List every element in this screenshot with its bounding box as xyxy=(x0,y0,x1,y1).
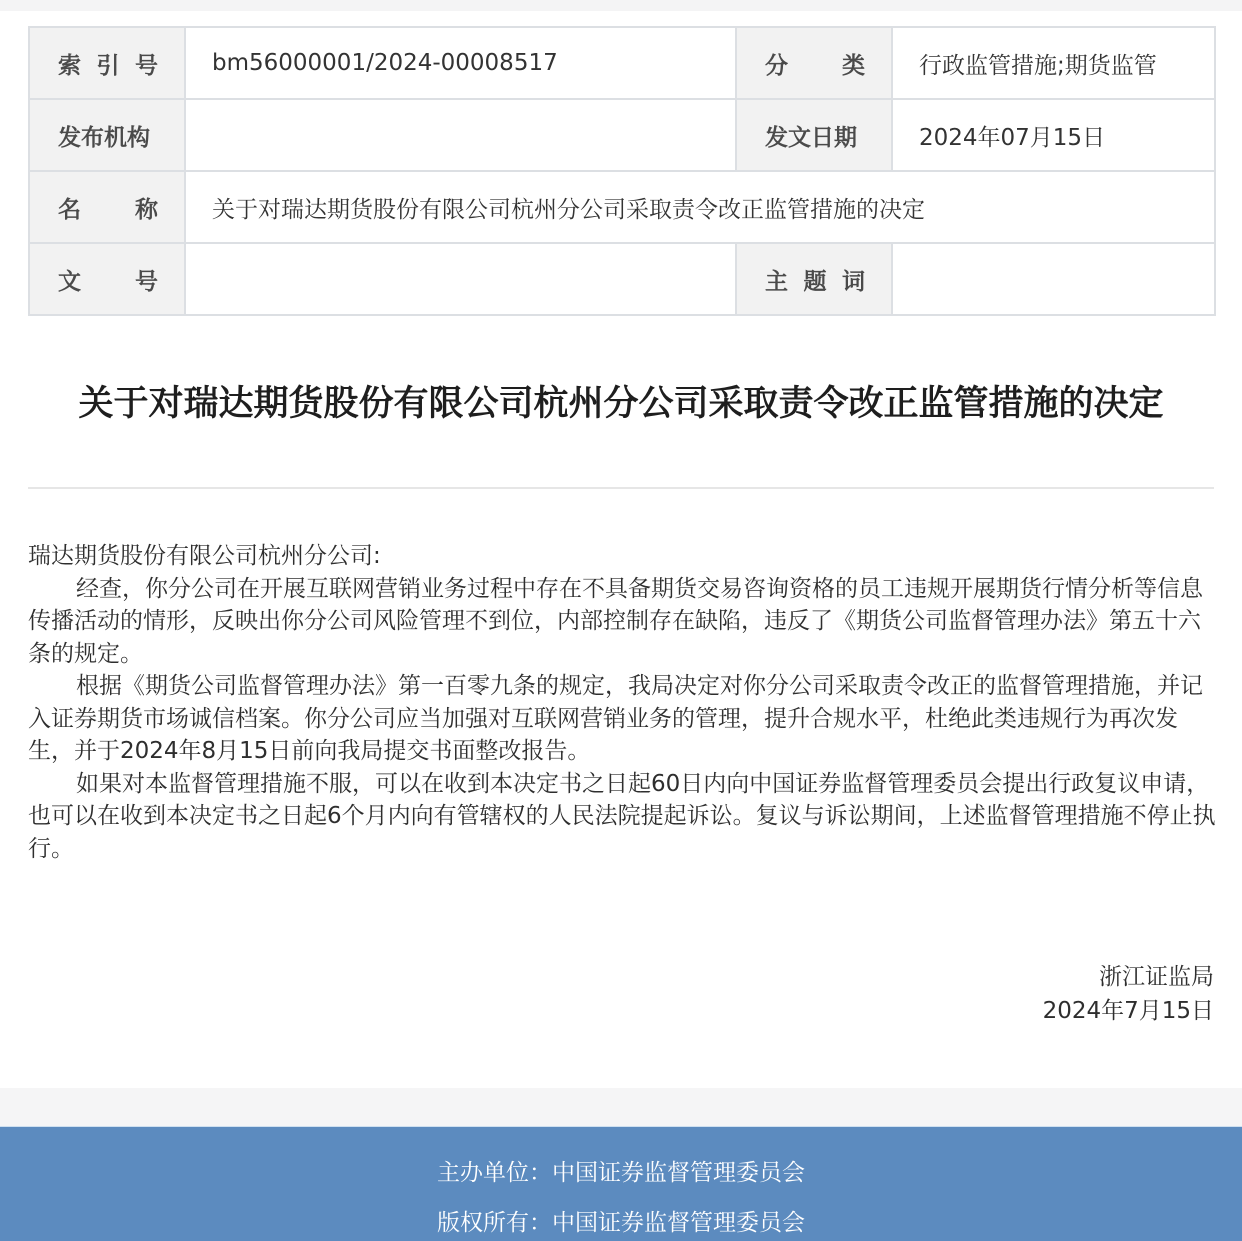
category-label xyxy=(736,27,892,99)
addressee: 瑞达期货股份有限公司杭州分公司: xyxy=(28,543,381,569)
name-value: 关于对瑞达期货股份有限公司杭州分公司采取责令改正监管措施的决定 xyxy=(185,171,1215,243)
issue-date-label xyxy=(736,99,892,171)
body-paragraph: 如果对本监督管理措施不服，可以在收到本决定书之日起60日内向中国证券监督管理委员会提出行政复议申请，也可以在收到本决定书之日起6个月内向有管辖权的人民法院提起诉讼。复议与诉讼期间，上述监督管理措施不停止执行。 xyxy=(28,770,1216,862)
label-text: 发文日期 xyxy=(765,124,857,151)
label-char: 主 xyxy=(765,268,788,295)
label-char: 索 xyxy=(58,52,81,79)
category-value: 行政监管措施;期货监管 xyxy=(892,27,1215,99)
label-char: 题 xyxy=(803,268,827,295)
metadata-table xyxy=(28,26,1216,316)
document-title: 关于对瑞达期货股份有限公司杭州分公司采取责令改正监管措施的决定 xyxy=(78,384,1164,424)
body-paragraph: 根据《期货公司监督管理办法》第一百零九条的规定，我局决定对你分公司采取责令改正的监督管理措施，并记入证券期货市场诚信档案。你分公司应当加强对互联网营销业务的管理，提升合规水平，杜绝此类违规行为再次发生，并于2024年8月15日前向我局提交书面整改报告。 xyxy=(28,673,1203,764)
footer-sponsor: 主办单位：中国证券监督管理委员会 xyxy=(437,1160,805,1186)
doc-no-label xyxy=(29,243,185,315)
footer-copyright: 版权所有：中国证券监督管理委员会 xyxy=(437,1210,805,1236)
signing-organization: 浙江证监局 xyxy=(1099,964,1214,990)
metadata-row xyxy=(29,27,1215,99)
name-label xyxy=(29,171,185,243)
label-char: 分 xyxy=(765,52,788,79)
top-strip xyxy=(0,0,1242,11)
signature-block xyxy=(1043,960,1214,1028)
body-paragraph: 经查，你分公司在开展互联网营销业务过程中存在不具备期货交易咨询资格的员工违规开展期货行情分析等信息传播活动的情形，反映出你分公司风险管理不到位，内部控制存在缺陷，违反了《期货公司监督管理办法》第五十六条的规定。 xyxy=(28,575,1203,667)
label-char: 类 xyxy=(842,52,865,79)
issuer-value xyxy=(185,99,736,171)
label-char: 引 xyxy=(96,52,120,79)
metadata-row xyxy=(29,243,1215,315)
issuer-label xyxy=(29,99,185,171)
keywords-label xyxy=(736,243,892,315)
label-char: 词 xyxy=(842,268,865,295)
doc-no-value xyxy=(185,243,736,315)
label-char: 号 xyxy=(135,52,158,79)
index-no-label xyxy=(29,27,185,99)
label-char: 称 xyxy=(135,196,158,223)
index-no-value: bm56000001/2024-00008517 xyxy=(185,27,736,99)
keywords-value xyxy=(892,243,1215,315)
document-body xyxy=(28,540,1218,865)
signing-date: 2024年7月15日 xyxy=(1042,998,1214,1024)
label-char: 文 xyxy=(58,268,81,295)
footer-separator xyxy=(0,1088,1242,1126)
label-char: 名 xyxy=(58,196,81,223)
label-text: 发布机构 xyxy=(58,124,150,151)
issue-date-value: 2024年07月15日 xyxy=(892,99,1215,171)
title-divider xyxy=(28,487,1214,489)
metadata-row xyxy=(29,99,1215,171)
label-char: 号 xyxy=(135,268,158,295)
metadata-row xyxy=(29,171,1215,243)
site-footer xyxy=(0,1126,1242,1241)
